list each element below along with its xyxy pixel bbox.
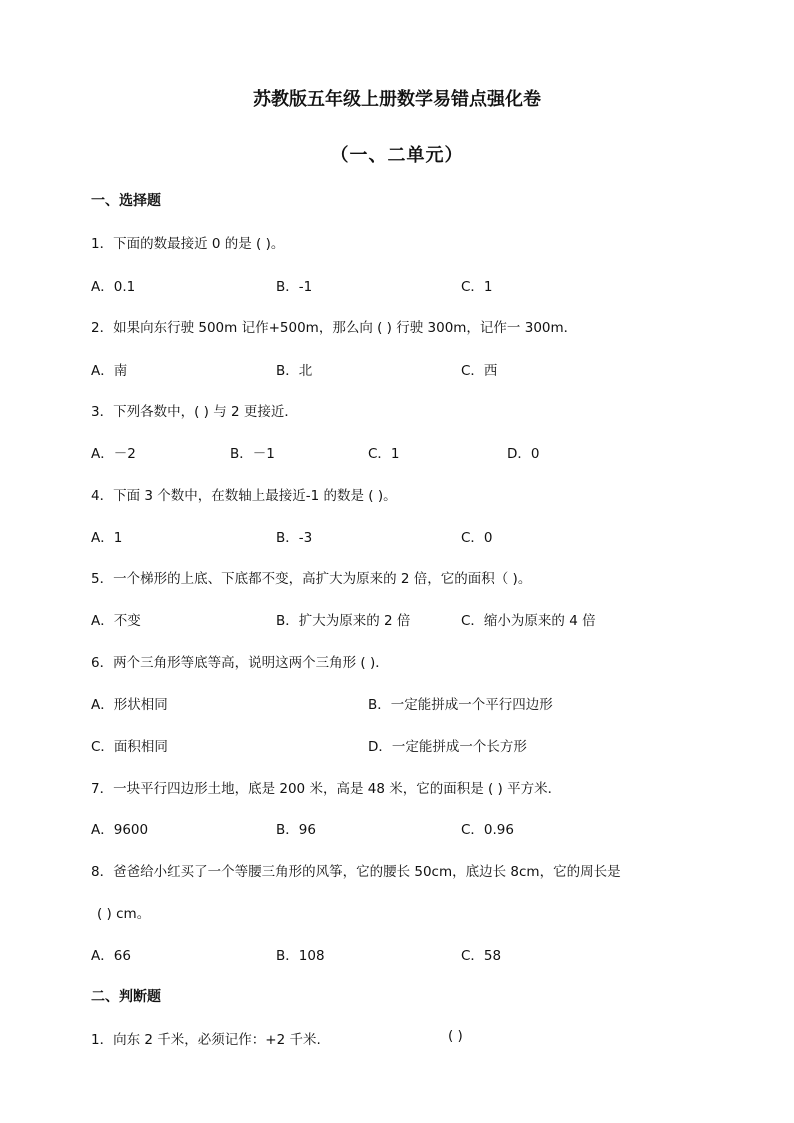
question-5-option-a: A．不变 bbox=[91, 613, 141, 629]
question-3-option-a: A．－2 bbox=[91, 446, 136, 462]
question-8-option-c: C．58 bbox=[461, 948, 502, 964]
question-4-option-c: C．0 bbox=[461, 530, 493, 546]
question-3: 3．下列各数中，( ) 与 2 更接近． bbox=[91, 404, 298, 420]
question-1-option-c: C．1 bbox=[461, 279, 493, 295]
question-7: 7．一块平行四边形土地，底是 200 米，高是 48 米，它的面积是 ( ) 平方米． bbox=[91, 781, 562, 797]
question-4-option-b: B．-3 bbox=[276, 530, 313, 546]
question-6: 6．两个三角形等底等高，说明这两个三角形 ( )． bbox=[91, 655, 389, 671]
page-title: 苏教版五年级上册数学易错点强化卷 bbox=[253, 89, 541, 110]
question-6-option-d: D．一定能拼成一个长方形 bbox=[368, 739, 527, 755]
question-7-option-b: B．96 bbox=[276, 822, 316, 838]
question-5-option-b: B．扩大为原来的 2 倍 bbox=[276, 613, 411, 629]
question-2: 2．如果向东行驶 500m 记作+500m，那么向 ( ) 行驶 300m，记作一 300m． bbox=[91, 320, 578, 336]
question-8-option-b: B．108 bbox=[276, 948, 325, 964]
section-heading-judge: 二、判断题 bbox=[91, 989, 161, 1005]
question-1: 1．下面的数最接近 0 的是 ( )。 bbox=[91, 236, 285, 252]
page-subtitle: （一、二单元） bbox=[330, 145, 464, 166]
question-2-option-c: C．西 bbox=[461, 363, 498, 379]
question-2-option-b: B．北 bbox=[276, 363, 313, 379]
question-8-option-a: A．66 bbox=[91, 948, 131, 964]
judge-question-1: 1．向东 2 千米，必须记作：+2 千米. bbox=[91, 1032, 321, 1048]
question-5-option-c: C．缩小为原来的 4 倍 bbox=[461, 613, 596, 629]
question-2-option-a: A．南 bbox=[91, 363, 128, 379]
question-5: 5．一个梯形的上底、下底都不变，高扩大为原来的 2 倍，它的面积（ )。 bbox=[91, 571, 532, 587]
judge-question-1-answer-paren: ( ) bbox=[448, 1028, 463, 1044]
question-4: 4．下面 3 个数中，在数轴上最接近-1 的数是 ( )。 bbox=[91, 488, 397, 504]
question-3-option-d: D．0 bbox=[507, 446, 540, 462]
question-8: 8．爸爸给小红买了一个等腰三角形的风筝，它的腰长 50cm，底边长 8cm，它的周长是 bbox=[91, 864, 621, 880]
question-1-option-b: B．-1 bbox=[276, 279, 313, 295]
question-4-option-a: A．1 bbox=[91, 530, 123, 546]
question-1-option-a: A．0.1 bbox=[91, 279, 136, 295]
question-6-option-c: C．面积相同 bbox=[91, 739, 168, 755]
question-6-option-b: B．一定能拼成一个平行四边形 bbox=[368, 697, 553, 713]
question-3-option-b: B．－1 bbox=[230, 446, 275, 462]
question-8-continuation: ( ) cm。 bbox=[97, 906, 151, 922]
question-6-option-a: A．形状相同 bbox=[91, 697, 168, 713]
section-heading-choice: 一、选择题 bbox=[91, 193, 161, 209]
question-7-option-a: A．9600 bbox=[91, 822, 149, 838]
question-7-option-c: C．0.96 bbox=[461, 822, 514, 838]
question-3-option-c: C．1 bbox=[368, 446, 400, 462]
